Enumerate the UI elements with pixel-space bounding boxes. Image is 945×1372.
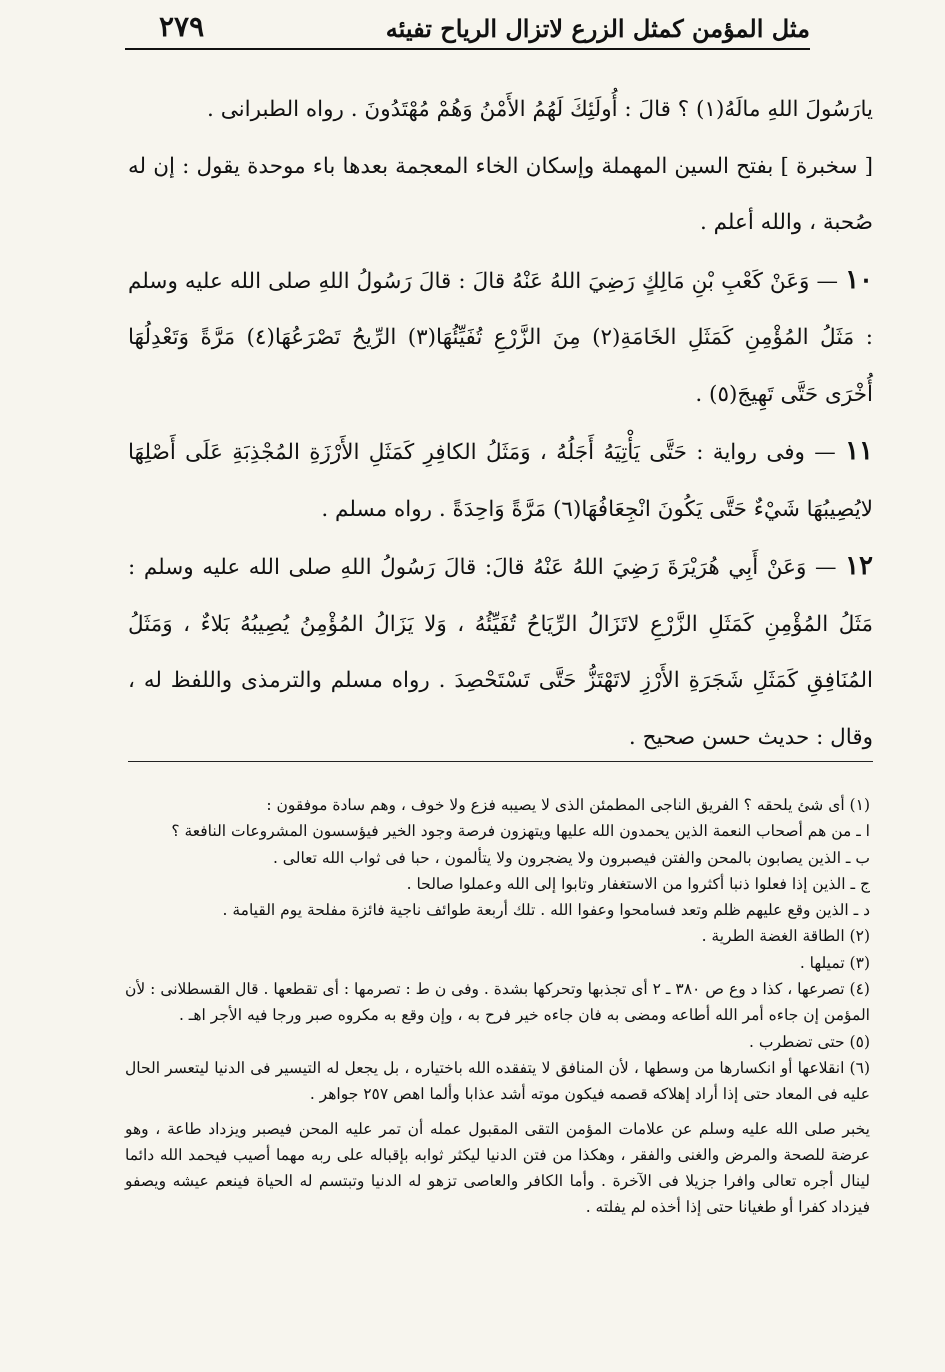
footnote: (٦) انقلاعها أو انكسارها من وسطها ، لأن المنافق لا يتفقده الله باختياره ، بل يجعل له التيسير فى الدنيا ليتعسر الحال عليه فى المعاد حتى إذا أراد إهلاكه قصمه فيكون موته أشد عذابا وألما اهص ٢٥٧ جواهر . [125, 1058, 870, 1104]
footnote: ج ـ الذين إذا فعلوا ذنبا أكثروا من الاستغفار وتابوا إلى الله وعملوا صالحا . [406, 874, 870, 893]
paragraph-intro: يارَسُولَ اللهِ مالَهُ(١) ؟ قالَ : أُولَئِكَ لَهُمُ الأَمْنُ وَهُمْ مُهْتَدُونَ . رواه الطبرانى . [207, 97, 873, 122]
hadith-text: — وَعَنْ أَبِي هُرَيْرَةَ رَضِيَ اللهُ عَنْهُ قالَ: قالَ رَسُولُ اللهِ صلى الله عليه وسلم : مَثَلُ المُؤْمِنِ كَمَثَلِ الزَّرْعِ لاتَزَالُ الرِّيَاحُ تُفَيِّئُهُ ، وَلا يَزَالُ المُؤْمِنُ يُصِيبُهُ بَلاءٌ ، وَمَثَلُ المُنَافِقِ كَمَثَلِ شَجَرَةِ الأَرْزِ لاتَهْتَزُّ حَتَّى تَسْتَحْصِدَ . رواه مسلم والترمذى واللفظ له ، وقال : حديث حسن صحيح . [128, 555, 873, 750]
footnote: (٣) تميلها . [799, 953, 870, 972]
running-title: مثل المؤمن كمثل الزرع لاتزال الرياح تفيئه [385, 14, 810, 43]
hadith-text: — وَعَنْ كَعْبِ بْنِ مَالِكٍ رَضِيَ اللهُ عَنْهُ قالَ : قالَ رَسُولُ اللهِ صلى الله عليه وسلم : مَثَلُ المُؤْمِنِ كَمَثَلِ الخَامَةِ(٢) مِنَ الزَّرْعِ تُفَيِّئُهَا(٣) الرِّيحُ تَصْرَعُهَا(٤) مَرَّةً وَتَعْدِلُهَا أُخْرَى حَتَّى تَهِيجَ(٥) . [128, 268, 873, 407]
footnote: د ـ الذين وقع عليهم ظلم وتعد فسامحوا وعفوا الله . تلك أربعة طوائف ناجية فائزة مفلحة يوم القيامة . [222, 901, 870, 920]
hadith-number: ١٠ [845, 264, 873, 295]
page-header [125, 8, 810, 50]
commentary: يخبر صلى الله عليه وسلم عن علامات المؤمن التقى المقبول عمله أن تمر عليه المحن فيصبر ويزداد طاعة ، وهو عرضة للصحة والمرض والغنى والفقر ، وهكذا من فتن الدنيا ليكثر ثوابه بإقباله على ربه مهما أصيب فيحمد الله دائما لينال أجره تعالى وافرا جزيلا فى الآخرة . وأما الكافر والعاصى تزهو له الدنيا وتبتسم له الحياة فينعم عيشه ويصفو فيزداد كفرا أو طغيانا حتى إذا أخذه لم يفلته . [125, 1119, 870, 1217]
hadith-number: ١١ [845, 436, 873, 466]
footnote: ب ـ الذين يصابون بالمحن والفتن فيصبرون ولا يضجرون ولا يتألمون ، حبا فى ثواب الله تعالى . [272, 848, 870, 867]
footnotes [125, 792, 870, 1221]
footnote: ا ـ من هم أصحاب النعمة الذين يحمدون الله عليها ويتهزون فرصة وجود الخير فيؤسسون المشروعات النافعة ؟ [171, 822, 870, 841]
hadith-12 [128, 538, 873, 766]
main-text [128, 82, 873, 766]
hadith-11 [128, 423, 873, 538]
footnote: (٤) تصرعها ، كذا د وع ص ٣٨٠ ـ ٢ أى تجذبها وتحركها بشدة . وفى ن ط : تصرمها : أى تقطعها . قال القسطلانى : لأن المؤمن إن جاءه أمر الله أطاعه ومضى به فان جاءه خير فرح به ، وإن وقع به مكروه صبر ورجا فيه الأجر اهـ . [125, 980, 870, 1025]
footnote: (٢) الطاقة الغضة الطرية . [701, 927, 870, 946]
hadith-10 [128, 252, 873, 424]
footnote-separator [128, 761, 873, 762]
footnote: (٥) حتى تضطرب . [749, 1032, 870, 1051]
page-number: ٢٧٩ [159, 10, 205, 43]
hadith-number: ١٢ [845, 551, 874, 581]
footnote: (١) أى شئ يلحقه ؟ الفريق الناجى المطمئن الذى لا يصيبه فزع ولا خوف ، وهم سادة موفقون : [266, 796, 870, 814]
paragraph-note-sakhbara: [ سخبرة ] بفتح السين المهملة وإسكان الخاء المعجمة بعدها باء موحدة يقول : إن له صُحبة ، والله أعلم . [128, 153, 873, 235]
hadith-text: — وفى رواية : حَتَّى يَأْتِيَهُ أَجَلُهُ ، وَمَثَلُ الكافِرِ كَمَثَلِ الأَرْزَةِ المُجْذِبَةِ عَلَى أَصْلِهَا لايُصِيبُهَا شَيْءٌ حَتَّى يَكُونَ انْجِعَافُهَا(٦) مَرَّةً وَاحِدَةً . رواه مسلم . [128, 440, 873, 522]
